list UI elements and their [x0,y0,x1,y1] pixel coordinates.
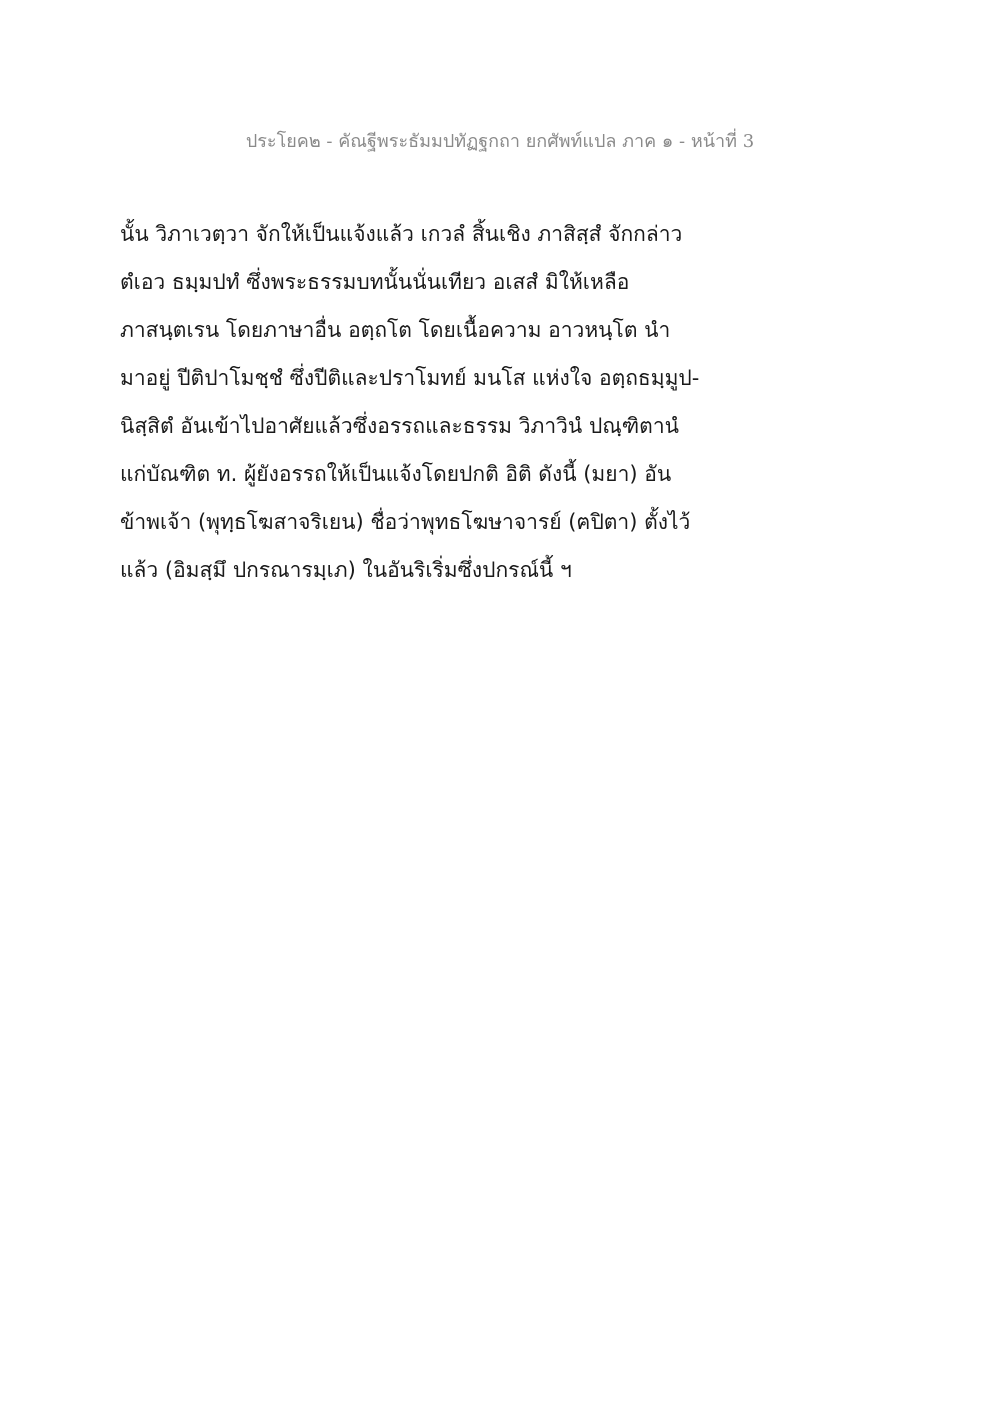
text-line: นิสฺสิตํ อันเข้าไปอาศัยแล้วซึ่งอรรถและธรรม วิภาวินํ ปณฺฑิตานํ [120,414,679,438]
text-line: แล้ว (อิมสฺมึ ปกรณารมฺเภ) ในอันริเริ่มซึ่งปกรณ์นี้ ฯ [120,558,572,582]
text-line: ข้าพเจ้า (พุทฺธโฆสาจริเยน) ชื่อว่าพุทธโฆษาจารย์ (ฅปิตา) ตั้งไว้ [120,510,691,534]
running-header: ประโยค๒ - คัณฐีพระธัมมปทัฏฐกถา ยกศัพท์แปล ภาค ๑ - หน้าที่ 3 [245,131,755,152]
body-text [120,210,800,594]
text-line: นั้น วิภาเวตฺวา จักให้เป็นแจ้งแล้ว เกวลํ สิ้นเชิง ภาสิสฺสํ จักกล่าว [120,222,683,246]
text-line: แก่บัณฑิต ท. ผู้ยังอรรถให้เป็นแจ้งโดยปกติ อิติ ดังนี้ (มยา) อัน [120,462,672,486]
text-line: ตํเอว ธมฺมปทํ ซึ่งพระธรรมบทนั้นนั่นเทียว อเสสํ มิให้เหลือ [120,270,630,294]
text-line: มาอยู่ ปีติปาโมชฺชํ ซึ่งปีติและปราโมทย์ มนโส แห่งใจ อตฺถธมฺมูป- [120,366,700,390]
text-line: ภาสนฺตเรน โดยภาษาอื่น อตฺถโต โดยเนื้อความ อาวหนฺโต นำ [120,318,671,342]
